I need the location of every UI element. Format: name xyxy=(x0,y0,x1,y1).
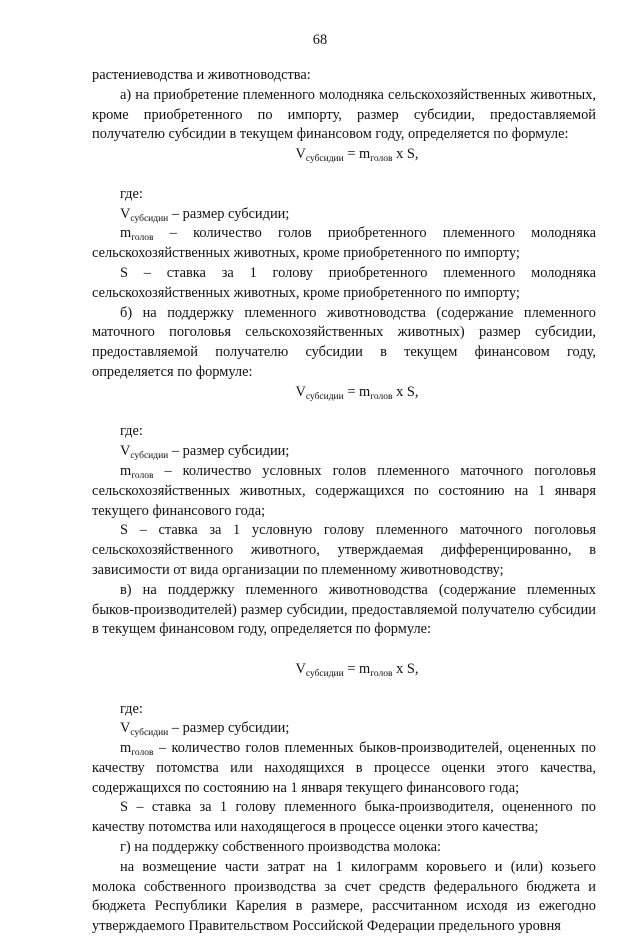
section-c-def-s: S – ставка за 1 голову племенного быка-производителя, оцененного по качеству потомства или находящегося в процессе оценки этого качества; xyxy=(92,799,596,836)
section-b-def-v: $V_{субсидии}$ – размер субсидии; xyxy=(120,443,290,462)
section-c-def-v: $V_{субсидии}$ – размер субсидии; xyxy=(120,720,290,739)
section-c-text: в) на поддержку племенного животноводства (содержание племенных быков-производителей) размер субсидии, предоставляемой получателю субсидии в текущем финансовом году, определяется по формуле: xyxy=(92,581,596,638)
intro-line: растениеводства и животноводства: xyxy=(92,67,311,83)
section-b-def-s: S – ставка за 1 условную голову племенного маточного поголовья сельскохозяйственного животного, утверждаемая дифференцированно, в зависимости от вида организации по племенному животноводству; xyxy=(92,522,596,578)
section-c-def-m: $m_{голов}$ – количество голов племенных быков-производителей, оцененных по качеству потомства или находящихся в процессе оценки этого качества, содержащихся по состоянию на 1 января текущего финансового года; xyxy=(92,740,596,796)
section-b-formula: $V_{субсидии} = m_{голов}$ x S, xyxy=(295,383,419,402)
section-a-def-s: S – ставка за 1 голову приобретенного племенного молодняка сельскохозяйственных животных, кроме приобретенного по импорту; xyxy=(92,264,596,301)
section-a-formula: $V_{субсидии} = m_{голов}$ x S, xyxy=(295,146,419,165)
section-d-subtext: на возмещение части затрат на 1 килограмм коровьего и (или) козьего молока собственного производства за счет средств федерального бюджета и бюджета Республики Карелия в размере, рассчитанном исходя из ежегодно утверждаемого Правительством Российской Федерации предельного уровня xyxy=(92,858,596,935)
section-b-text: б) на поддержку племенного животноводства (содержание племенного маточного поголовья сельскохозяйственных животных) размер субсидии, предоставляемой получателю субсидии в текущем финансовом году, определяется по формуле: xyxy=(92,304,596,380)
section-c-where: где: xyxy=(120,700,143,717)
page-number: 68 xyxy=(312,32,328,48)
section-b-where: где: xyxy=(120,423,143,440)
section-b-def-m: $m_{голов}$ – количество условных голов племенного маточного поголовья сельскохозяйственных животных, содержащихся по состоянию на 1 января текущего финансового года; xyxy=(92,462,596,519)
section-a-def-v: $V_{субсидии}$ – размер субсидии; xyxy=(120,205,290,224)
section-a-where: где: xyxy=(120,185,143,202)
section-d-text: г) на поддержку собственного производства молока: xyxy=(120,839,442,856)
section-a-def-m: $m_{голов}$ – количество голов приобретенного племенного молодняка сельскохозяйственных животных, кроме приобретенного по импорту; xyxy=(92,225,596,262)
section-c-formula: $V_{субсидии} = m_{голов}$ x S, xyxy=(295,660,419,679)
document-body xyxy=(92,66,596,937)
section-a-text: а) на приобретение племенного молодняка сельскохозяйственных животных, кроме приобретенного по импорту, размер субсидии, предоставляемой получателю субсидии в текущем финансовом году, определяется по формуле: xyxy=(92,86,596,143)
